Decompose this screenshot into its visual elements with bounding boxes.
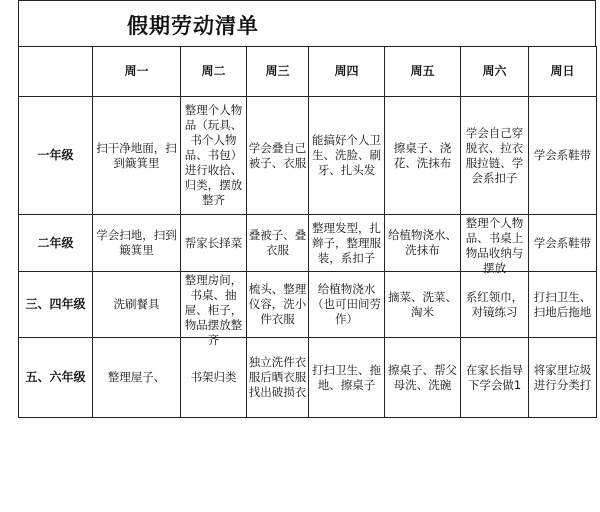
task-text: 梳头、整理仪容，洗小件衣服: [248, 282, 307, 326]
task-text: 摘菜、洗菜、淘米: [388, 289, 457, 319]
grade-label: 三、四年级: [19, 272, 93, 338]
task-cell: [461, 215, 529, 275]
labor-list-sheet: [18, 0, 596, 398]
table-row-grade-1: [19, 97, 597, 215]
task-cell: [181, 272, 247, 347]
grade-label: 一年级: [19, 97, 93, 215]
task-cell: [93, 97, 181, 215]
title-row: [18, 0, 596, 47]
task-text: 整理屋子、: [107, 370, 166, 384]
task-text: 给植物浇水、洗抹布: [388, 228, 457, 257]
task-text: 整理发型，扎辫子，整理服装，系扣子: [312, 220, 381, 265]
task-cell: [247, 97, 309, 215]
table-row-grade-5-6: [19, 338, 597, 418]
task-cell: [309, 338, 385, 418]
header-cell-empty: [19, 47, 93, 97]
task-cell: [93, 272, 181, 338]
task-cell: [181, 97, 247, 215]
task-text: 擦桌子、帮父母洗、洗碗: [388, 362, 457, 392]
header-cell-wednesday: 周三: [247, 47, 309, 97]
task-text: 整理房间，书桌、抽屉、柜子，物品摆放整齐: [184, 272, 243, 347]
task-cell: [461, 338, 529, 418]
table-row-grade-2: [19, 215, 597, 272]
task-text: 在家长指导下学会做1: [465, 362, 524, 392]
task-text: 叠被子、叠衣服: [248, 228, 307, 257]
task-cell: [529, 97, 597, 215]
header-row: [19, 47, 597, 97]
task-text: 将家里垃圾进行分类打: [533, 362, 592, 392]
header-cell-thursday: 周四: [309, 47, 385, 97]
task-cell: [529, 215, 597, 272]
task-text: 书架归类: [190, 370, 237, 384]
task-cell: [181, 215, 247, 272]
task-text: 擦桌子、浇花、洗抹布: [393, 140, 452, 170]
table-row-grade-3-4: [19, 272, 597, 338]
task-cell: [385, 338, 461, 418]
labor-table: [18, 46, 597, 418]
task-cell: [461, 272, 529, 338]
grade-label: 二年级: [19, 215, 93, 272]
header-cell-saturday: 周六: [461, 47, 529, 97]
task-text: 打扫卫生、拖地、擦桌子: [312, 362, 381, 392]
task-text: 学会扫地，扫到簸箕里: [96, 228, 177, 257]
task-text: 给植物浇水（也可田间劳作）: [312, 282, 381, 326]
task-cell: [247, 215, 309, 272]
task-cell: [93, 215, 181, 272]
task-text: 帮家长择菜: [184, 235, 243, 250]
task-text: 学会自己穿脱衣、拉衣服拉链、学会系扣子: [465, 125, 524, 185]
task-cell: [529, 338, 597, 418]
header-cell-sunday: 周日: [529, 47, 597, 97]
task-cell: [247, 272, 309, 338]
task-text: 学会系鞋带: [533, 148, 592, 162]
task-cell: [93, 338, 181, 418]
task-cell: [385, 97, 461, 215]
task-cell: [385, 272, 461, 338]
task-text: 扫干净地面，扫到簸箕里: [96, 140, 177, 170]
task-cell: [181, 338, 247, 418]
task-cell: [385, 215, 461, 272]
task-text: 整理个人物品（玩具、书个人物品、书包）进行收拾、归类，摆放整齐: [184, 103, 243, 207]
task-text: 洗刷餐具: [113, 297, 160, 311]
task-text: 学会叠自己被子、衣服: [248, 140, 307, 170]
task-text: 整理个人物品、书桌上物品收纳与摆放: [465, 215, 524, 275]
task-cell: [309, 97, 385, 215]
task-text: 独立洗件衣服后晒衣服找出破损衣: [248, 355, 307, 399]
header-cell-monday: 周一: [93, 47, 181, 97]
task-cell: [309, 215, 385, 272]
task-text: 学会系鞋带: [533, 235, 592, 250]
task-text: 打扫卫生、扫地后拖地: [533, 289, 592, 319]
task-cell: [247, 338, 309, 418]
grade-label: 五、六年级: [19, 338, 93, 418]
header-cell-tuesday: 周二: [181, 47, 247, 97]
header-cell-friday: 周五: [385, 47, 461, 97]
sheet-title: 假期劳动清单: [127, 14, 259, 38]
task-text: 系红领巾，对镜练习: [465, 289, 524, 319]
task-text: 能搞好个人卫生、洗脸、刷牙、扎头发: [312, 133, 381, 177]
task-cell: [461, 97, 529, 215]
task-cell: [309, 272, 385, 338]
task-cell: [529, 272, 597, 338]
